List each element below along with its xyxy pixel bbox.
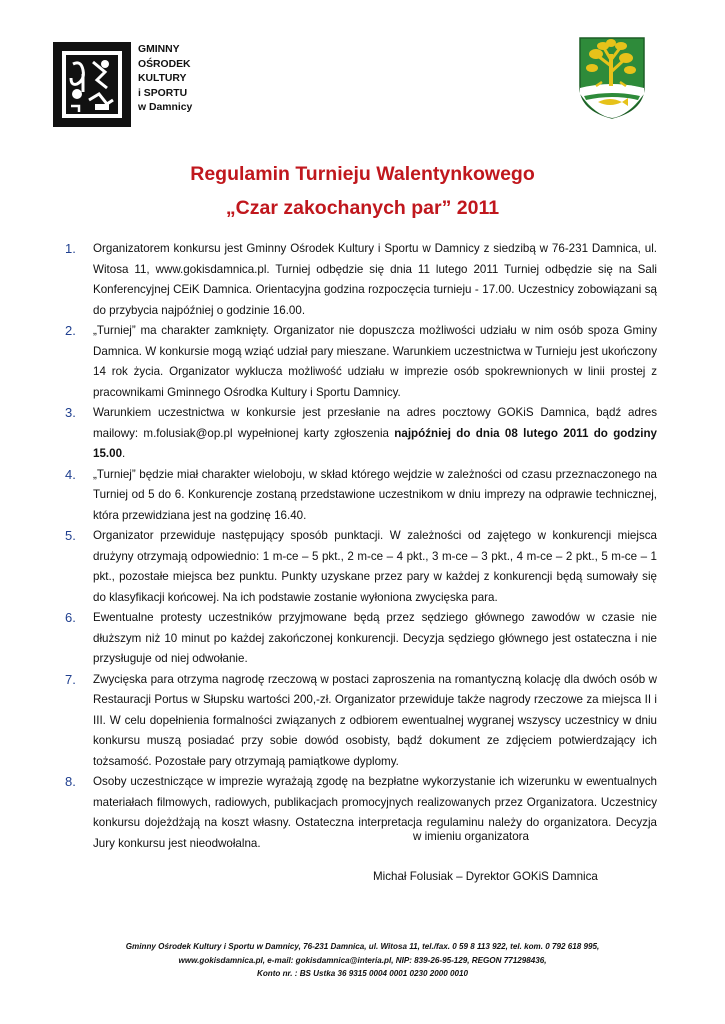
org-line: OŚRODEK xyxy=(138,58,191,70)
rule-item xyxy=(65,403,657,465)
rule-number: 6. xyxy=(65,610,76,625)
rule-text: Organizatorem konkursu jest Gminny Ośrodek Kultury i Sportu w Damnicy z siedzibą w 76-231 Damnica, ul. Witosa 11, www.gokisdamnica.pl. Turniej odbędzie się dnia 11 lutego 2011 Turniej odbędzie się na Sali Konferencyjnej CEiK Damnica. Orientacyjna godzina rozpoczęcia turnieju - 17.00. Uczestnicy zobowiązani są do przybycia najpóźniej o godzinie 16.00. xyxy=(93,242,657,317)
footer-bank-account: Konto nr. : BS Ustka 36 9315 0004 0001 0230 2000 0010 xyxy=(256,969,469,978)
org-line: GMINNY xyxy=(138,44,180,55)
footer-contact: www.gokisdamnica.pl, e-mail: gokisdamnica@interia.pl, NIP: 839-26-95-129, REGON 771298436, xyxy=(178,955,547,965)
signatory-name: Michał Folusiak – Dyrektor GOKiS Damnica xyxy=(373,870,598,883)
rule-text: Ewentualne protesty uczestników przyjmowane będą przez sędziego głównego zawodów w czasie nie dłuższym niż 10 minut po każdej zakończonej konkurencji. Decyzja sędziego głównego jest ostateczna i nie przysługuje od niej odwołanie. xyxy=(93,611,657,665)
rule-number: 4. xyxy=(65,466,76,482)
rule-text: „Turniej” ma charakter zamknięty. Organizator nie dopuszcza możliwości udziału w nim osób spoza Gminy Damnica. W konkursie mogą wziąć udział pary mieszane. Warunkiem uczestnictwa w Turnieju jest ukończony 14 rok życia. Organizator wyklucza możliwość udziału w imprezie osób spokrewnionych w linii prostej z pracownikami Gminnego Ośrodka Kultury i Sportu Damnicy. xyxy=(93,324,657,399)
rule-text: Organizator przewiduje następujący sposób punktacji. W zależności od zajętego w konkurencji miejsca drużyny otrzymają odpowiednio: 1 m-ce – 5 pkt., 2 m-ce – 4 pkt., 3 m-ce – 3 pkt., 4 m-ce – 2 pkt., 5 m-ce – 1 pkt., pozostałe miejsca bez punktu. Punkty uzyskane przez pary w każdej z konkurencji będą sumowały się do klasyfikacji końcowej. Na ich podstawie zostanie wyłoniona zwycięska para. xyxy=(93,529,657,604)
rules-list xyxy=(65,239,657,854)
rule-item xyxy=(65,465,657,527)
rule-text: Warunkiem uczestnictwa w konkursie jest przesłanie na adres pocztowy GOKiS Damnica, bądź adres mailowy: m.folusiak@op.pl wypełnionej karty zgłoszenia xyxy=(93,406,657,440)
rule-text: Osoby uczestniczące w imprezie wyrażają zgodę na bezpłatne wykorzystanie ich wizerunku w ewentualnych materiałach filmowych, radiowych, publikacjach promocyjnych realizowanych przez Organizatora. Uczestnicy konkursu dojeżdżają na koszt własny. Ostateczna interpretacja regulaminu należy do organizatora. Decyzja Jury konkursu jest nieodwołalna. xyxy=(93,775,657,850)
rule-text-end: . xyxy=(122,447,126,460)
rule-number: 1. xyxy=(65,241,76,256)
document-title: Regulamin Turnieju Walentynkowego xyxy=(190,163,535,185)
org-line: KULTURY xyxy=(138,73,187,84)
damnica-crest-icon xyxy=(578,36,646,120)
rule-item xyxy=(65,772,657,854)
rule-number: 7. xyxy=(65,671,76,687)
rule-item xyxy=(65,239,657,321)
letterhead xyxy=(0,0,725,140)
rule-number: 5. xyxy=(65,528,76,543)
rule-text: „Turniej” będzie miał charakter wieloboju, w skład którego wejdzie w zależności od czasu przeznaczonego na Turniej od 5 do 6. Konkurencje zostaną przedstawione uczestnikom w dniu imprezy na odprawie technicznej, która przewidziana jest na godzinę 16.40. xyxy=(93,467,657,522)
rule-number: 3. xyxy=(65,405,76,420)
rule-item xyxy=(65,608,657,670)
rule-item xyxy=(65,321,657,403)
gokis-logo-icon xyxy=(53,42,131,127)
document-subtitle: „Czar zakochanych par” 2011 xyxy=(225,197,500,219)
on-behalf-label: w imieniu organizatora xyxy=(413,830,529,843)
rule-number: 2. xyxy=(65,323,76,338)
rule-text: Zwycięska para otrzyma nagrodę rzeczową w postaci zaproszenia na romantyczną kolację dla dwóch osób w Restauracji Portus w Słupsku wartości 200,-zł. Organizator przewiduje także nagrody rzeczowe za miejsca II i III. W celu dopełnienia formalności związanych z odbiorem ewentualnej wygranej wszyscy uczestnicy w dniu konkursu muszą posiadać przy sobie dowód osobisty, bądź dokument ze zdjęciem potwierdzający ich tożsamość. Pozostałe pary otrzymają pamiątkowe dyplomy. xyxy=(93,672,657,768)
footer xyxy=(0,940,725,981)
rule-item xyxy=(65,670,657,773)
rule-item xyxy=(65,526,657,608)
rule-deadline-bold: najpóźniej do dnia 08 lutego 2011 do godziny 15.00 xyxy=(93,426,657,460)
org-line: w Damnicy xyxy=(138,102,193,113)
org-line: i SPORTU xyxy=(138,87,188,99)
footer-address: Gminny Ośrodek Kultury i Sportu w Damnicy, 76-231 Damnica, ul. Witosa 11, tel./fax. 0 59 8 113 922, tel. kom. 0 792 618 995, xyxy=(125,942,600,951)
organization-name xyxy=(138,43,192,116)
rule-number: 8. xyxy=(65,774,76,789)
